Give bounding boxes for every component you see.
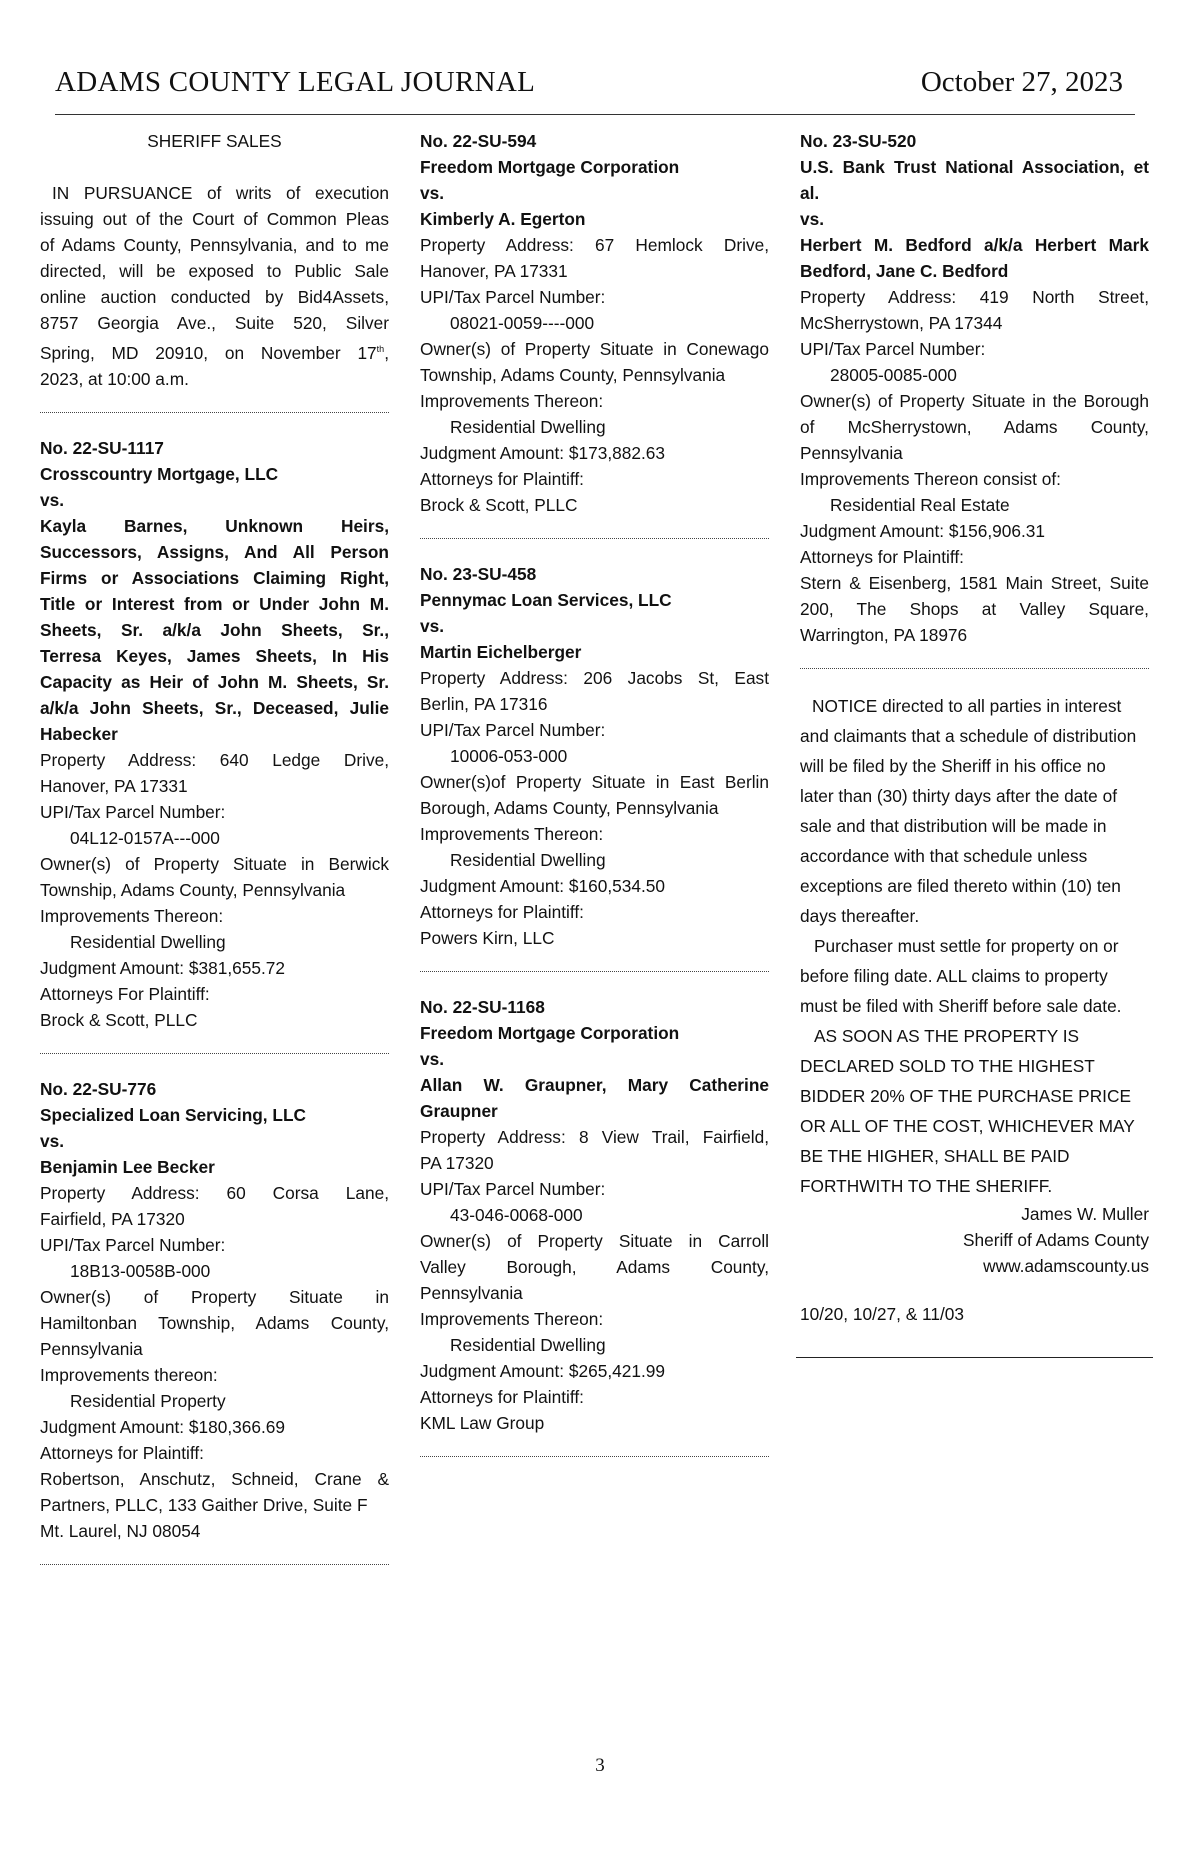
improvements-value: Residential Property: [70, 1390, 226, 1411]
improvements-label: Improvements Thereon:: [40, 905, 224, 926]
defendant-line: Benjamin Lee Becker: [40, 1156, 215, 1177]
case-entry: [40, 435, 389, 1033]
notice-line: must be filed with Sheriff before sale date.: [800, 996, 1122, 1016]
judgment-amount: Judgment Amount: $265,421.99: [420, 1361, 666, 1381]
attorneys-label: Attorneys for Plaintiff:: [420, 902, 584, 922]
defendant-line: Title or Interest from or Under John M.: [40, 593, 389, 614]
upi-label: UPI/Tax Parcel Number:: [420, 1179, 606, 1199]
notice-paragraph: [800, 931, 1149, 1021]
upi-label: UPI/Tax Parcel Number:: [40, 1234, 226, 1255]
notice-line: exceptions are filed thereto within (10) ten: [800, 876, 1121, 896]
notice-paragraph: [800, 1021, 1149, 1201]
notice-line: FORTHWITH TO THE SHERIFF.: [800, 1176, 1053, 1196]
upi-label: UPI/Tax Parcel Number:: [800, 339, 986, 359]
owner-line: Hamiltonban Township, Adams County,: [40, 1312, 389, 1333]
intro-line: IN PURSUANCE of writs of execution: [52, 183, 389, 203]
plaintiff-line: Freedom Mortgage Corporation: [420, 157, 680, 177]
ordinal-suffix: th: [376, 344, 385, 354]
column-2: [420, 128, 769, 1479]
case-number: No. 22-SU-1117: [40, 437, 164, 458]
improvements-value: Residential Dwelling: [450, 850, 606, 870]
upi-number: 28005-0085-000: [830, 365, 957, 385]
case-entry: [420, 561, 769, 951]
plaintiff-line: Pennymac Loan Services, LLC: [420, 590, 672, 610]
attorney-line: Brock & Scott, PLLC: [420, 495, 578, 515]
judgment-amount: Judgment Amount: $160,534.50: [420, 876, 666, 896]
sheriff-signature: [800, 1201, 1149, 1279]
plaintiff-line: Specialized Loan Servicing, LLC: [40, 1104, 307, 1125]
intro-line: 8757 Georgia Ave., Suite 520, Silver: [40, 313, 389, 333]
end-rule: [796, 1357, 1153, 1358]
vs-label: vs.: [420, 1049, 445, 1069]
intro-line: of Adams County, Pennsylvania, and to me: [40, 235, 389, 255]
property-address-line: Property Address: 640 Ledge Drive,: [40, 749, 389, 770]
defendant-line: Herbert M. Bedford a/k/a Herbert Mark: [800, 235, 1149, 255]
attorney-line: Robertson, Anschutz, Schneid, Crane &: [40, 1468, 389, 1489]
plaintiff-line: al.: [800, 183, 820, 203]
dotted-separator: [420, 1456, 769, 1457]
defendant-line: Capacity as Heir of John M. Sheets, Sr.: [40, 671, 389, 692]
improvements-value: Residential Dwelling: [450, 1335, 606, 1355]
property-address-line: Hanover, PA 17331: [420, 261, 568, 281]
property-address-line: Property Address: 419 North Street,: [800, 287, 1149, 307]
case-number: No. 22-SU-1168: [420, 997, 545, 1017]
defendant-line: Terresa Keyes, James Sheets, In His: [40, 645, 389, 666]
owner-line: Township, Adams County, Pennsylvania: [420, 365, 726, 385]
property-address-line: Hanover, PA 17331: [40, 775, 188, 796]
defendant-line: Graupner: [420, 1101, 498, 1121]
case-entry: [420, 128, 769, 518]
intro-paragraph: [40, 180, 389, 392]
property-address-line: Property Address: 60 Corsa Lane,: [40, 1182, 389, 1203]
property-address-line: McSherrystown, PA 17344: [800, 313, 1003, 333]
attorney-line: Powers Kirn, LLC: [420, 928, 555, 948]
defendant-line: Allan W. Graupner, Mary Catherine: [420, 1075, 769, 1095]
journal-title: ADAMS COUNTY LEGAL JOURNAL: [55, 66, 536, 98]
notice-line: Purchaser must settle for property on or: [814, 936, 1119, 956]
property-address-line: PA 17320: [420, 1153, 494, 1173]
attorney-line: Partners, PLLC, 133 Gaither Drive, Suite F: [40, 1494, 368, 1515]
plaintiff-line: Freedom Mortgage Corporation: [420, 1023, 680, 1043]
journal-header: [55, 64, 1135, 115]
dotted-separator: [420, 971, 769, 972]
owner-line: Owner(s) of Property Situate in Carroll: [420, 1231, 769, 1251]
attorney-line: Stern & Eisenberg, 1581 Main Street, Suite: [800, 573, 1149, 593]
improvements-label: Improvements thereon:: [40, 1364, 218, 1385]
improvements-label: Improvements Thereon:: [420, 391, 604, 411]
attorney-line: KML Law Group: [420, 1413, 545, 1433]
page-number: 3: [595, 1755, 605, 1776]
notice-paragraph: [800, 691, 1149, 931]
intro-line: online auction conducted by Bid4Assets,: [40, 287, 389, 307]
property-address-line: Property Address: 67 Hemlock Drive,: [420, 235, 769, 255]
notice-line: AS SOON AS THE PROPERTY IS: [814, 1026, 1080, 1046]
sheriff-name: James W. Muller: [1021, 1204, 1149, 1224]
intro-line: 2023, at 10:00 a.m.: [40, 368, 189, 389]
upi-label: UPI/Tax Parcel Number:: [420, 720, 606, 740]
improvements-value: Residential Dwelling: [70, 931, 226, 952]
improvements-value: Residential Dwelling: [450, 417, 606, 437]
case-entry: [40, 1076, 389, 1544]
judgment-amount: Judgment Amount: $173,882.63: [420, 443, 666, 463]
property-address-line: Property Address: 8 View Trail, Fairfield,: [420, 1127, 769, 1147]
notice-line: before filing date. ALL claims to property: [800, 966, 1108, 986]
attorneys-label: Attorneys For Plaintiff:: [40, 983, 210, 1004]
defendant-line: Bedford, Jane C. Bedford: [800, 261, 1009, 281]
owner-line: Owner(s) of Property Situate in Conewago: [420, 339, 769, 359]
intro-line: [40, 336, 389, 366]
attorney-line: Warrington, PA 18976: [800, 625, 968, 645]
vs-label: vs.: [40, 1130, 65, 1151]
owner-line: Pennsylvania: [40, 1338, 143, 1359]
improvements-label: Improvements Thereon consist of:: [800, 469, 1061, 489]
owner-line: Pennsylvania: [800, 443, 903, 463]
judgment-amount: Judgment Amount: $156,906.31: [800, 521, 1046, 541]
column-3: [800, 128, 1149, 1358]
column-1: [40, 128, 389, 1587]
intro-line: issuing out of the Court of Common Pleas: [40, 209, 389, 229]
issue-date: October 27, 2023: [920, 66, 1123, 98]
property-address-line: Berlin, PA 17316: [420, 694, 548, 714]
dotted-separator: [40, 1564, 389, 1565]
attorney-line: Mt. Laurel, NJ 08054: [40, 1520, 201, 1541]
sale-date-text: Spring, MD 20910, on November 17: [40, 342, 377, 363]
owner-line: Owner(s) of Property Situate in the Borough: [800, 391, 1149, 411]
section-heading: SHERIFF SALES: [147, 131, 282, 151]
sheriff-title: Sheriff of Adams County: [962, 1230, 1149, 1250]
upi-number: 04L12-0157A---000: [70, 827, 220, 848]
notice-line: BE THE HIGHER, SHALL BE PAID: [800, 1146, 1070, 1166]
vs-label: vs.: [420, 616, 445, 636]
sale-date-comma: ,: [384, 342, 389, 363]
notice-line: OR ALL OF THE COST, WHICHEVER MAY: [800, 1116, 1135, 1136]
notice-line: days thereafter.: [800, 906, 920, 926]
judgment-amount: Judgment Amount: $180,366.69: [40, 1416, 286, 1437]
notice-line: BIDDER 20% OF THE PURCHASE PRICE: [800, 1086, 1131, 1106]
notice-line: and claimants that a schedule of distribution: [800, 726, 1137, 746]
defendant-line: Sheets, Sr. a/k/a John Sheets, Sr.,: [40, 619, 389, 640]
upi-number: 43-046-0068-000: [450, 1205, 583, 1225]
improvements-label: Improvements Thereon:: [420, 1309, 604, 1329]
distribution-notice: [800, 691, 1149, 1201]
owner-line: Valley Borough, Adams County,: [420, 1257, 769, 1277]
judgment-amount: Judgment Amount: $381,655.72: [40, 957, 286, 978]
improvements-value: Residential Real Estate: [830, 495, 1010, 515]
defendant-line: Martin Eichelberger: [420, 642, 582, 662]
upi-label: UPI/Tax Parcel Number:: [40, 801, 226, 822]
defendant-line: Kayla Barnes, Unknown Heirs,: [40, 515, 389, 536]
plaintiff-line: Crosscountry Mortgage, LLC: [40, 463, 279, 484]
defendant-line: Successors, Assigns, And All Person: [40, 541, 389, 562]
notice-line: accordance with that schedule unless: [800, 846, 1088, 866]
notice-line: later than (30) thirty days after the date of: [800, 786, 1117, 806]
attorneys-label: Attorneys for Plaintiff:: [420, 1387, 584, 1407]
case-number: No. 22-SU-594: [420, 131, 537, 151]
case-number: No. 23-SU-520: [800, 131, 917, 151]
attorneys-label: Attorneys for Plaintiff:: [800, 547, 964, 567]
property-address-line: Property Address: 206 Jacobs St, East: [420, 668, 769, 688]
owner-line: Township, Adams County, Pennsylvania: [40, 879, 346, 900]
dotted-separator: [40, 1053, 389, 1054]
attorney-line: Brock & Scott, PLLC: [40, 1009, 198, 1030]
dotted-separator: [420, 538, 769, 539]
upi-label: UPI/Tax Parcel Number:: [420, 287, 606, 307]
run-dates: 10/20, 10/27, & 11/03: [800, 1304, 964, 1324]
intro-line: directed, will be exposed to Public Sale: [40, 261, 389, 281]
vs-label: vs.: [420, 183, 445, 203]
plaintiff-line: U.S. Bank Trust National Association, et: [800, 157, 1149, 177]
defendant-line: a/k/a John Sheets, Sr., Deceased, Julie: [40, 697, 389, 718]
owner-line: of McSherrystown, Adams County,: [800, 417, 1149, 437]
defendant-line: Habecker: [40, 723, 118, 744]
dotted-separator: [40, 412, 389, 413]
attorneys-label: Attorneys for Plaintiff:: [420, 469, 584, 489]
upi-number: 18B13-0058B-000: [70, 1260, 211, 1281]
county-website: www.adamscounty.us: [983, 1256, 1149, 1276]
defendant-line: Firms or Associations Claiming Right,: [40, 567, 389, 588]
case-number: No. 22-SU-776: [40, 1078, 157, 1099]
owner-line: Owner(s)of Property Situate in East Berlin: [420, 772, 769, 792]
dotted-separator: [800, 668, 1149, 669]
vs-label: vs.: [800, 209, 825, 229]
case-entry: [420, 994, 769, 1436]
defendant-line: Kimberly A. Egerton: [420, 209, 586, 229]
owner-line: Owner(s) of Property Situate in Berwick: [40, 853, 389, 874]
upi-number: 08021-0059----000: [450, 313, 595, 333]
owner-line: Owner(s) of Property Situate in: [40, 1286, 389, 1307]
notice-line: NOTICE directed to all parties in interest: [812, 696, 1122, 716]
case-entry: [800, 128, 1149, 648]
notice-line: sale and that distribution will be made in: [800, 816, 1107, 836]
property-address-line: Fairfield, PA 17320: [40, 1208, 185, 1229]
notice-line: will be filed by the Sheriff in his office no: [800, 756, 1106, 776]
owner-line: Pennsylvania: [420, 1283, 523, 1303]
upi-number: 10006-053-000: [450, 746, 568, 766]
case-number: No. 23-SU-458: [420, 564, 537, 584]
owner-line: Borough, Adams County, Pennsylvania: [420, 798, 719, 818]
vs-label: vs.: [40, 489, 65, 510]
attorney-line: 200, The Shops at Valley Square,: [800, 599, 1149, 619]
improvements-label: Improvements Thereon:: [420, 824, 604, 844]
attorneys-label: Attorneys for Plaintiff:: [40, 1442, 204, 1463]
notice-line: DECLARED SOLD TO THE HIGHEST: [800, 1056, 1095, 1076]
